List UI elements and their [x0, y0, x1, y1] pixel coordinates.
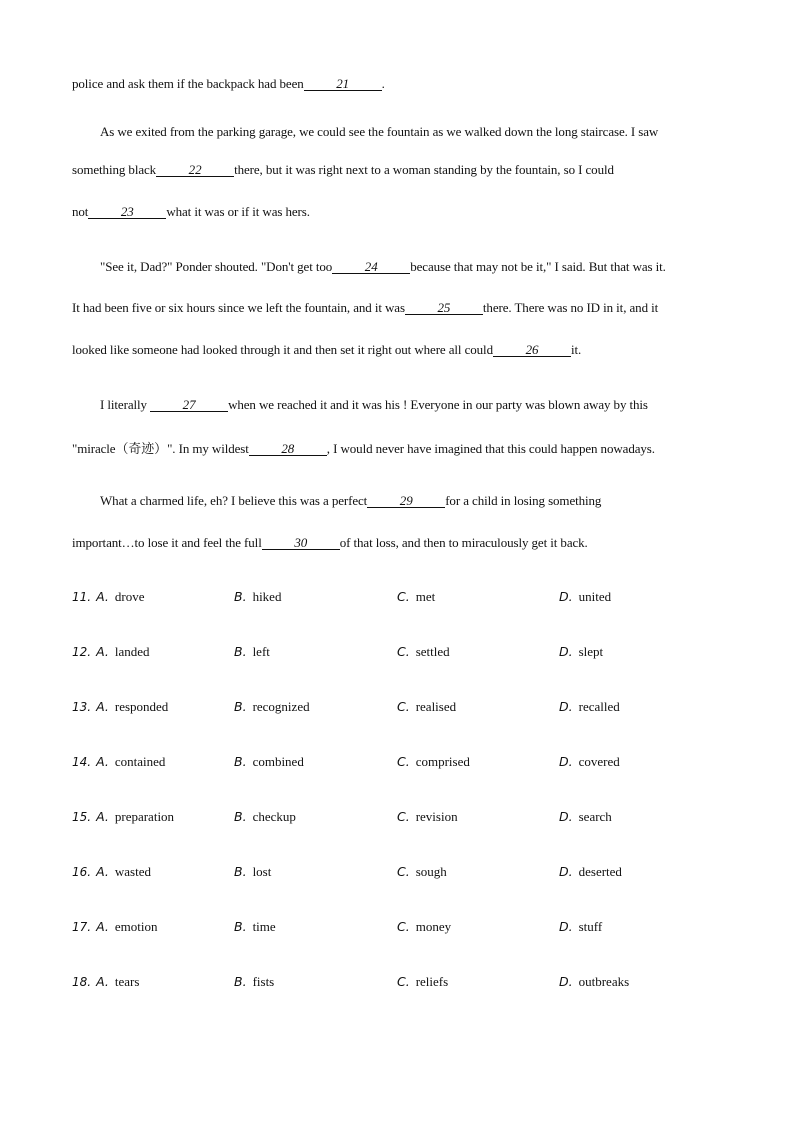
- passage-text: , I would never have imagined that this could happen nowadays.: [326, 441, 655, 456]
- option-letter: B.: [234, 699, 247, 714]
- option-text: lost: [252, 864, 272, 879]
- option-letter: C.: [397, 974, 410, 989]
- option-letter: C.: [397, 864, 410, 879]
- option-letter: B.: [234, 589, 247, 604]
- passage-text: It had been five or six hours since we left the fountain, and it was: [72, 300, 405, 315]
- option-text: tears: [114, 974, 140, 989]
- passage-line: [100, 397, 648, 413]
- option-letter: C.: [397, 809, 410, 824]
- passage-line: [72, 300, 658, 316]
- option-letter: C.: [397, 699, 410, 714]
- option-d: [559, 864, 622, 880]
- passage-text: important…to lose it and feel the full: [72, 535, 262, 550]
- option-text: met: [415, 589, 436, 604]
- question-number: 16.: [72, 865, 92, 879]
- option-c: [397, 974, 448, 990]
- option-letter: D.: [559, 754, 573, 769]
- option-a: [72, 974, 139, 990]
- option-text: slept: [578, 644, 604, 659]
- option-c: [397, 589, 435, 605]
- option-text: settled: [415, 644, 450, 659]
- option-text: wasted: [114, 864, 151, 879]
- option-text: covered: [578, 754, 620, 769]
- option-c: [397, 699, 456, 715]
- passage-text: there, but it was right next to a woman standing by the fountain, so I could: [234, 162, 614, 177]
- blank-27: 27: [150, 398, 228, 412]
- passage-line: [72, 162, 614, 178]
- option-text: preparation: [114, 809, 175, 824]
- passage-text: I literally: [100, 397, 147, 412]
- option-text: checkup: [252, 809, 296, 824]
- option-b: [234, 644, 270, 660]
- option-letter: A.: [96, 754, 109, 769]
- question-number: 18.: [72, 975, 92, 989]
- option-letter: D.: [559, 809, 573, 824]
- passage-text: looked like someone had looked through it and then set it right out where all could: [72, 342, 493, 357]
- option-letter: B.: [234, 864, 247, 879]
- option-letter: C.: [397, 644, 410, 659]
- blank-21: 21: [304, 77, 382, 91]
- blank-29: 29: [367, 494, 445, 508]
- option-d: [559, 589, 611, 605]
- option-text: contained: [114, 754, 166, 769]
- option-a: [72, 644, 150, 660]
- blank-30: 30: [262, 536, 340, 550]
- option-b: [234, 864, 271, 880]
- question-number: 17.: [72, 920, 92, 934]
- question-number: 13.: [72, 700, 92, 714]
- option-letter: D.: [559, 974, 573, 989]
- question-number: 12.: [72, 645, 92, 659]
- option-d: [559, 809, 612, 825]
- blank-23: 23: [88, 205, 166, 219]
- option-text: recalled: [578, 699, 620, 714]
- option-text: sough: [415, 864, 447, 879]
- passage-text: something black: [72, 162, 157, 177]
- passage-line: [100, 259, 666, 275]
- blank-22: 22: [156, 163, 234, 177]
- option-letter: C.: [397, 919, 410, 934]
- option-c: [397, 644, 450, 660]
- option-text: time: [252, 919, 276, 934]
- passage-text: .: [381, 76, 385, 91]
- option-letter: A.: [96, 589, 109, 604]
- option-letter: B.: [234, 644, 247, 659]
- passage-line: [100, 493, 601, 509]
- option-letter: D.: [559, 589, 573, 604]
- passage-line: [72, 535, 588, 551]
- option-letter: A.: [96, 699, 109, 714]
- option-a: [72, 864, 151, 880]
- option-a: [72, 809, 174, 825]
- option-text: recognized: [252, 699, 310, 714]
- option-letter: A.: [96, 919, 109, 934]
- option-letter: B.: [234, 754, 247, 769]
- blank-26: 26: [493, 343, 571, 357]
- passage-text: "miracle（奇迹）". In my wildest: [72, 441, 249, 456]
- passage-line: [100, 124, 658, 140]
- option-c: [397, 864, 447, 880]
- passage-text: because that may not be it," I said. But that was it.: [410, 259, 666, 274]
- passage-line: [72, 204, 310, 220]
- option-letter: C.: [397, 589, 410, 604]
- option-text: comprised: [415, 754, 470, 769]
- passage-text: what it was or if it was hers.: [166, 204, 310, 219]
- question-number: 11.: [72, 590, 92, 604]
- option-d: [559, 974, 629, 990]
- passage-line: [72, 438, 655, 457]
- option-text: search: [578, 809, 612, 824]
- option-d: [559, 699, 620, 715]
- option-text: combined: [252, 754, 304, 769]
- blank-28: 28: [249, 442, 327, 456]
- passage-text: there. There was no ID in it, and it: [482, 300, 659, 315]
- option-letter: D.: [559, 919, 573, 934]
- passage-line: [72, 76, 385, 92]
- option-a: [72, 699, 168, 715]
- passage-text: What a charmed life, eh? I believe this was a perfect: [100, 493, 368, 508]
- option-text: deserted: [578, 864, 622, 879]
- option-d: [559, 919, 602, 935]
- option-letter: D.: [559, 644, 573, 659]
- option-d: [559, 754, 620, 770]
- option-text: landed: [114, 644, 150, 659]
- passage-text: when we reached it and it was his ! Everyone in our party was blown away by this: [228, 397, 648, 412]
- option-text: emotion: [114, 919, 158, 934]
- option-letter: A.: [96, 809, 109, 824]
- blank-24: 24: [332, 260, 410, 274]
- option-b: [234, 974, 274, 990]
- option-text: revision: [415, 809, 458, 824]
- question-number: 14.: [72, 755, 92, 769]
- option-a: [72, 589, 144, 605]
- option-text: stuff: [578, 919, 603, 934]
- option-text: responded: [114, 699, 169, 714]
- option-text: fists: [252, 974, 275, 989]
- option-a: [72, 754, 165, 770]
- option-letter: D.: [559, 699, 573, 714]
- passage-text: for a child in losing something: [445, 493, 602, 508]
- option-letter: D.: [559, 864, 573, 879]
- passage-text: of that loss, and then to miraculously get it back.: [339, 535, 588, 550]
- option-b: [234, 919, 276, 935]
- option-text: drove: [114, 589, 145, 604]
- passage-text: police and ask them if the backpack had been: [72, 76, 304, 91]
- blank-25: 25: [405, 301, 483, 315]
- passage-text: it.: [570, 342, 582, 357]
- option-b: [234, 754, 304, 770]
- option-letter: A.: [96, 644, 109, 659]
- option-text: realised: [415, 699, 457, 714]
- option-a: [72, 919, 157, 935]
- option-text: united: [578, 589, 612, 604]
- option-d: [559, 644, 603, 660]
- option-text: outbreaks: [578, 974, 630, 989]
- option-b: [234, 589, 281, 605]
- option-letter: A.: [96, 864, 109, 879]
- passage-text: As we exited from the parking garage, we could see the fountain as we walked down the long staircase. I saw: [100, 124, 659, 139]
- option-letter: B.: [234, 919, 247, 934]
- question-number: 15.: [72, 810, 92, 824]
- option-b: [234, 699, 310, 715]
- option-text: left: [252, 644, 270, 659]
- option-letter: B.: [234, 809, 247, 824]
- passage-line: [72, 342, 581, 358]
- option-letter: C.: [397, 754, 410, 769]
- option-c: [397, 919, 451, 935]
- option-letter: B.: [234, 974, 247, 989]
- option-c: [397, 754, 470, 770]
- passage-text: not: [72, 204, 89, 219]
- option-c: [397, 809, 458, 825]
- option-text: reliefs: [415, 974, 449, 989]
- option-letter: A.: [96, 974, 109, 989]
- option-text: hiked: [252, 589, 282, 604]
- option-text: money: [415, 919, 452, 934]
- passage-text: "See it, Dad?" Ponder shouted. "Don't get too: [100, 259, 333, 274]
- option-b: [234, 809, 296, 825]
